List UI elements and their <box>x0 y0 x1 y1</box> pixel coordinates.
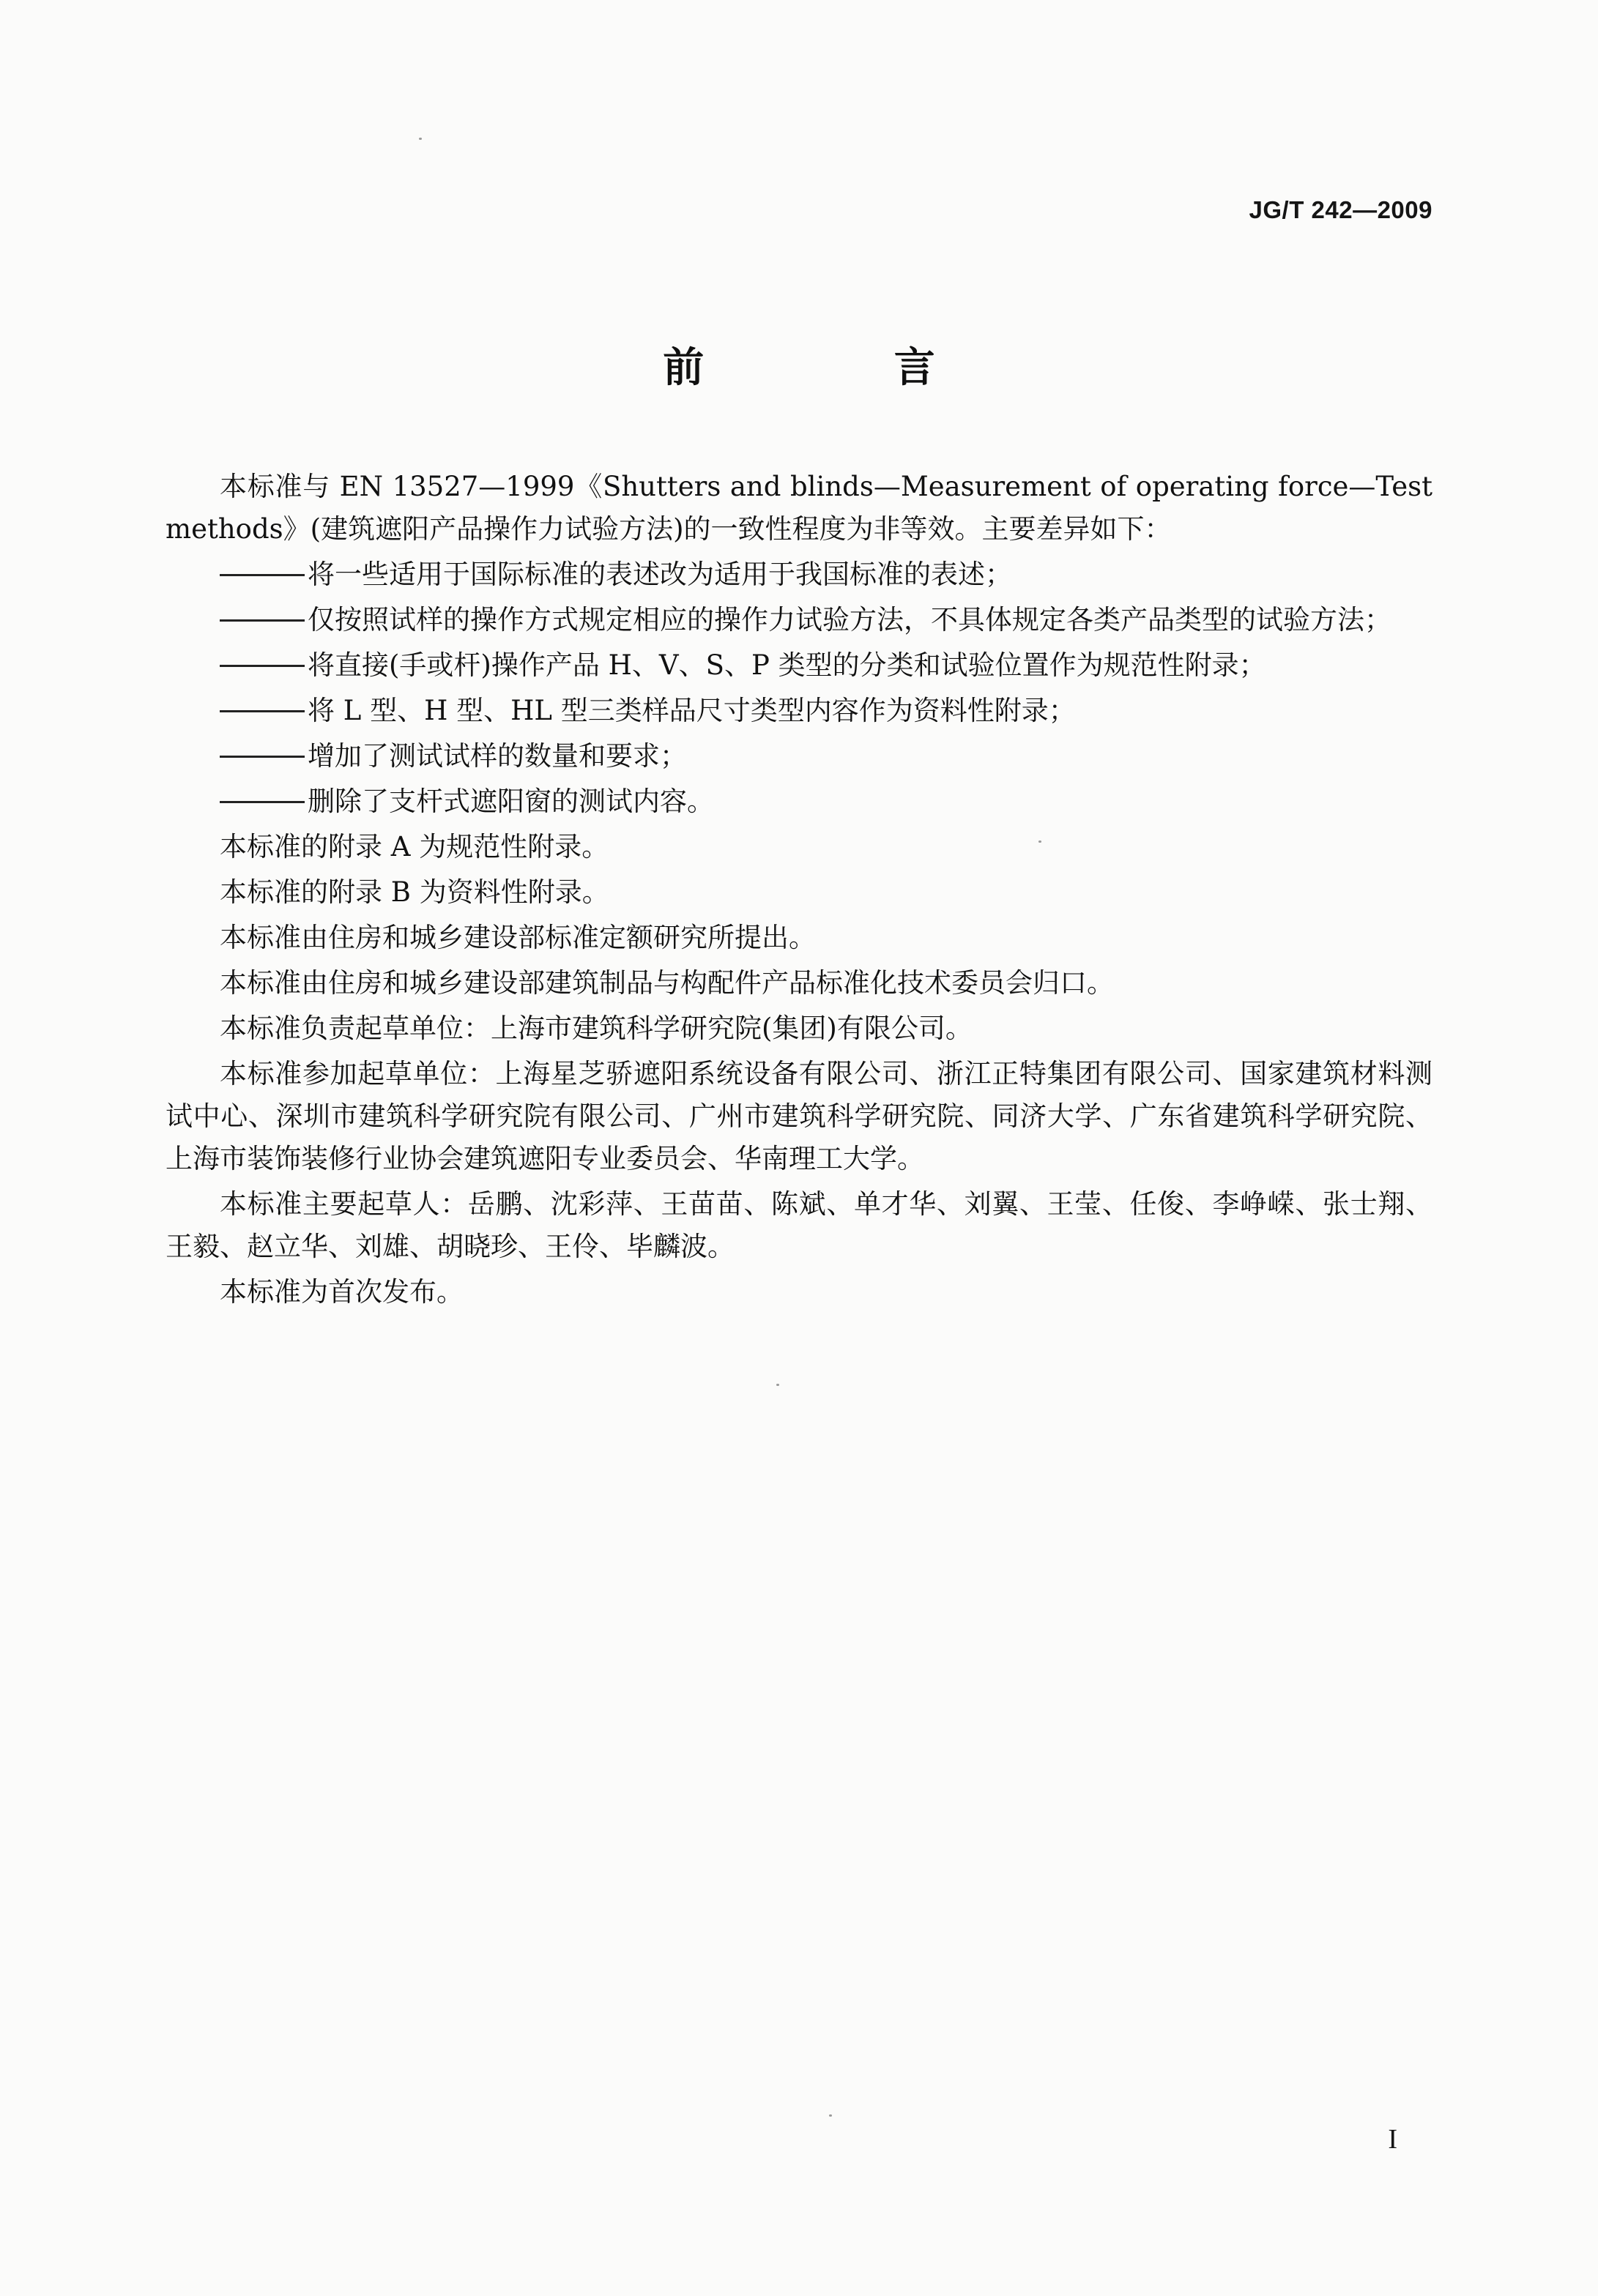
dash-mark <box>220 710 305 712</box>
page-title: 前 言 <box>663 344 1023 392</box>
scan-speck <box>419 138 422 140</box>
scan-speck <box>829 2114 832 2117</box>
difference-item <box>166 690 1432 732</box>
appendix-b-paragraph: 本标准的附录 B 为资料性附录。 <box>220 876 609 908</box>
dash-mark <box>220 574 305 576</box>
dash-mark <box>220 619 305 622</box>
difference-text: 仅按照试样的操作方式规定相应的操作力试验方法，不具体规定各类产品类型的试验方法； <box>308 604 1391 636</box>
difference-item <box>166 735 1432 778</box>
appendix-a-paragraph: 本标准的附录 A 为规范性附录。 <box>220 831 609 862</box>
main-drafters-paragraph: 本标准主要起草人：岳鹏、沈彩萍、王苗苗、陈斌、单才华、刘翼、王莹、任俊、李峥嵘、张士翔、王毅、赵立华、刘雄、胡晓珍、王伶、毕麟波。 <box>166 1188 1432 1262</box>
foreword-body <box>166 466 1432 1316</box>
difference-item <box>166 780 1432 823</box>
difference-item <box>166 554 1432 596</box>
intro-paragraph: 本标准与 EN 13527—1999《Shutters and blinds—Measurement of operating force—Test methods》(建筑遮阳产品操作力试验方法)的一致性程度为非等效。主要差异如下： <box>166 471 1432 545</box>
difference-text: 增加了测试试样的数量和要求； <box>308 740 687 772</box>
difference-text: 将一些适用于国际标准的表述改为适用于我国标准的表述； <box>308 559 1012 590</box>
page-number: I <box>1388 2124 1397 2155</box>
scan-speck <box>776 1384 779 1386</box>
participating-drafters-paragraph: 本标准参加起草单位：上海星芝骄遮阳系统设备有限公司、浙江正特集团有限公司、国家建筑材料测试中心、深圳市建筑科学研究院有限公司、广州市建筑科学研究院、同济大学、广东省建筑科学研究院、上海市装饰装修行业协会建筑遮阳专业委员会、华南理工大学。 <box>166 1058 1432 1174</box>
dash-mark <box>220 665 305 667</box>
difference-item <box>166 599 1432 641</box>
first-release-paragraph: 本标准为首次发布。 <box>220 1276 464 1308</box>
difference-text: 删除了支杆式遮阳窗的测试内容。 <box>308 786 714 817</box>
lead-drafter-paragraph: 本标准负责起草单位：上海市建筑科学研究院(集团)有限公司。 <box>220 1013 973 1044</box>
committee-paragraph: 本标准由住房和城乡建设部建筑制品与构配件产品标准化技术委员会归口。 <box>220 967 1114 999</box>
difference-text: 将 L 型、H 型、HL 型三类样品尺寸类型内容作为资料性附录； <box>308 695 1076 726</box>
standard-number: JG/T 242—2009 <box>1249 196 1432 223</box>
proposer-paragraph: 本标准由住房和城乡建设部标准定额研究所提出。 <box>220 922 816 953</box>
difference-text: 将直接(手或杆)操作产品 H、V、S、P 类型的分类和试验位置作为规范性附录； <box>308 649 1266 681</box>
dash-mark <box>220 801 305 803</box>
dash-mark <box>220 756 305 758</box>
scan-speck <box>1038 840 1041 843</box>
difference-item <box>166 644 1432 687</box>
